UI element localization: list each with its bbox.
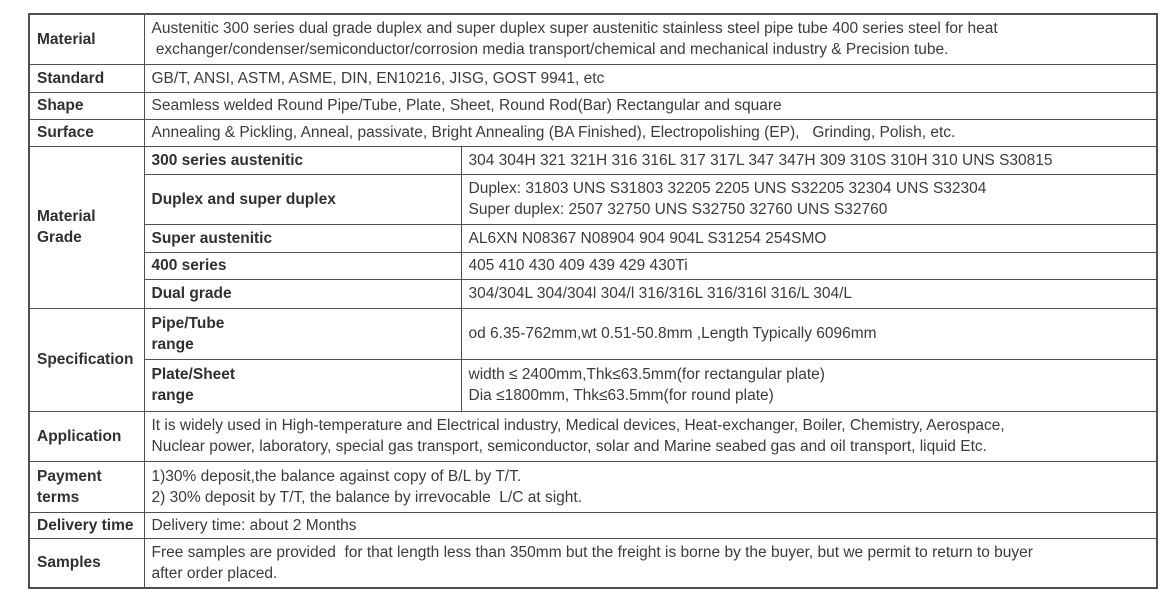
spec-plate-sheet-value-line-2: Dia ≤1800mm, Thk≤63.5mm(for round plate) xyxy=(468,387,774,404)
specification-row-pipe-tube xyxy=(29,308,1157,359)
application-value-line-2: Nuclear power, laboratory, special gas transport, semiconductor, solar and Marine seabed gas and oil transport, liquid Etc. xyxy=(151,438,987,455)
material-value-line-2: exchanger/condenser/semiconductor/corrosion media transport/chemical and mechanical industry & Precision tube. xyxy=(151,41,949,59)
samples-label: Samples xyxy=(29,538,144,588)
grade-300-series-sublabel: 300 series austenitic xyxy=(144,146,461,174)
payment-terms-value-line-1: 1)30% deposit,the balance against copy of B/L by T/T. xyxy=(151,467,522,485)
material-grade-row-300-series xyxy=(29,146,1157,174)
grade-300-series-value-line: 304 304H 321 321H 316 316L 317 317L 347 347H 309 310S 310H 310 UNS S30815 xyxy=(468,151,1053,169)
grade-400-series-value xyxy=(461,252,1157,279)
spec-pipe-tube-sublabel-line-1: Pipe/Tube xyxy=(151,314,225,332)
payment-terms-value-line-2: 2) 30% deposit by T/T, the balance by irrevocable L/C at sight. xyxy=(151,488,583,506)
grade-dual-grade-value xyxy=(461,279,1157,308)
grade-dual-grade-value-line: 304/304L 304/304l 304/l 316/316L 316/316l 316/L 304/L xyxy=(468,285,853,302)
surface-row xyxy=(29,119,1157,146)
grade-duplex-sublabel: Duplex and super duplex xyxy=(144,174,461,224)
grade-dual-grade-sublabel: Dual grade xyxy=(144,279,461,308)
grade-super-austenitic-sublabel: Super austenitic xyxy=(144,224,461,252)
grade-duplex-value-line-1: Duplex: 31803 UNS S31803 32205 2205 UNS S32205 32304 UNS S32304 xyxy=(468,180,987,197)
payment-terms-label: Payment terms xyxy=(29,461,144,512)
samples-value-line-2: after order placed. xyxy=(151,564,278,582)
shape-value xyxy=(144,92,1157,119)
grade-duplex-value-line-2: Super duplex: 2507 32750 UNS S32750 32760 UNS S32760 xyxy=(468,201,888,218)
samples-value xyxy=(144,538,1157,588)
standard-label: Standard xyxy=(29,64,144,92)
material-label: Material xyxy=(29,14,144,64)
samples-row xyxy=(29,538,1157,588)
material-value-line-1: Austenitic 300 series dual grade duplex and super duplex super austenitic stainless steel pipe tube 400 series steel for heat xyxy=(151,20,998,38)
standard-value xyxy=(144,64,1157,92)
material-grade-row-duplex xyxy=(29,174,1157,224)
payment-terms-row xyxy=(29,461,1157,512)
spec-pipe-tube-value-line: od 6.35-762mm,wt 0.51-50.8mm ,Length Typically 6096mm xyxy=(468,325,877,342)
grade-400-series-sublabel: 400 series xyxy=(144,252,461,279)
standard-value-line: GB/T, ANSI, ASTM, ASME, DIN, EN10216, JISG, GOST 9941, etc xyxy=(151,69,605,87)
application-row xyxy=(29,411,1157,461)
delivery-time-value-line: Delivery time: about 2 Months xyxy=(151,516,357,534)
spec-plate-sheet-sublabel-line-1: Plate/Sheet xyxy=(151,366,236,383)
spec-plate-sheet-sublabel-line-2: range xyxy=(151,387,194,404)
shape-row xyxy=(29,92,1157,119)
material-grade-row-dual-grade xyxy=(29,279,1157,308)
surface-value-line: Annealing & Pickling, Anneal, passivate, Bright Annealing (BA Finished), Electropolishing (EP), Grinding, Polish, etc. xyxy=(151,124,956,141)
grade-super-austenitic-value xyxy=(461,224,1157,252)
product-spec-table xyxy=(28,13,1158,589)
grade-duplex-value xyxy=(461,174,1157,224)
spec-pipe-tube-sublabel-line-2: range xyxy=(151,335,194,353)
samples-value-line-1: Free samples are provided for that length less than 350mm but the freight is borne by the buyer, but we permit to return to buyer xyxy=(151,543,1033,561)
specification-label: Specification xyxy=(29,308,144,411)
material-grade-row-400-series xyxy=(29,252,1157,279)
spec-pipe-tube-sublabel xyxy=(144,308,461,359)
surface-label: Surface xyxy=(29,119,144,146)
application-value xyxy=(144,411,1157,461)
spec-plate-sheet-value-line-1: width ≤ 2400mm,Thk≤63.5mm(for rectangular plate) xyxy=(468,366,825,383)
grade-400-series-value-line: 405 410 430 409 439 429 430Ti xyxy=(468,257,688,274)
delivery-time-row xyxy=(29,512,1157,538)
delivery-time-label: Delivery time xyxy=(29,512,144,538)
material-row xyxy=(29,14,1157,64)
payment-terms-value xyxy=(144,461,1157,512)
spec-pipe-tube-value xyxy=(461,308,1157,359)
surface-value xyxy=(144,119,1157,146)
material-grade-label: Material Grade xyxy=(29,146,144,308)
grade-super-austenitic-value-line: AL6XN N08367 N08904 904 904L S31254 254SMO xyxy=(468,229,827,247)
spec-plate-sheet-value xyxy=(461,359,1157,411)
spec-plate-sheet-sublabel xyxy=(144,359,461,411)
grade-300-series-value xyxy=(461,146,1157,174)
application-label: Application xyxy=(29,411,144,461)
standard-row xyxy=(29,64,1157,92)
material-value xyxy=(144,14,1157,64)
material-grade-row-super-austenitic xyxy=(29,224,1157,252)
delivery-time-value xyxy=(144,512,1157,538)
shape-label: Shape xyxy=(29,92,144,119)
shape-value-line: Seamless welded Round Pipe/Tube, Plate, Sheet, Round Rod(Bar) Rectangular and square xyxy=(151,97,782,114)
product-spec-table-container xyxy=(28,13,1158,589)
specification-row-plate-sheet xyxy=(29,359,1157,411)
application-value-line-1: It is widely used in High-temperature and Electrical industry, Medical devices, Heat-exchanger, Boiler, Chemistry, Aerospace, xyxy=(151,417,1005,434)
